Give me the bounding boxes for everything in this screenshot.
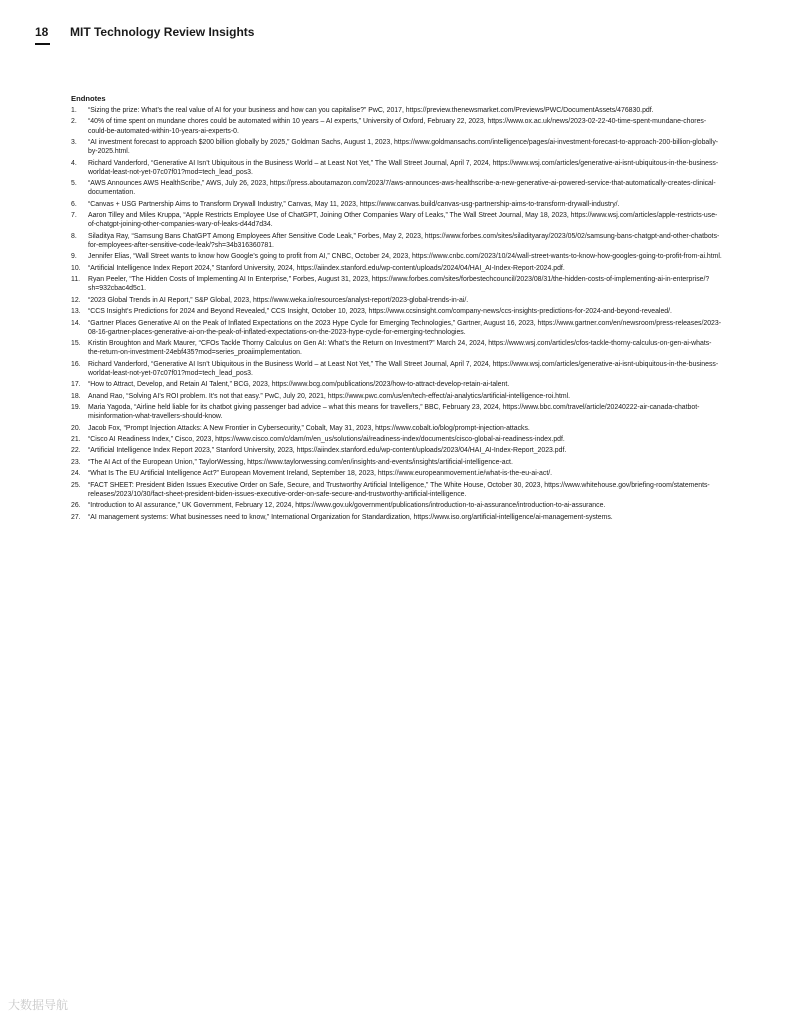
endnote-number: 19. <box>71 404 81 412</box>
endnote-item <box>71 469 723 478</box>
endnote-item <box>71 424 723 433</box>
endnote-number: 16. <box>71 360 81 368</box>
endnote-number: 22. <box>71 447 81 455</box>
endnote-item <box>71 264 723 273</box>
endnote-text: Maria Yagoda, “Airline held liable for its chatbot giving passenger bad advice – what this means for travellers,” BBC, February 23, 2024, https://www.bbc.com/travel/article/20240222-air-canada-chatbot-misinformation-what-travellers-should-know. <box>88 404 700 421</box>
endnote-text: Aaron Tilley and Miles Kruppa, “Apple Restricts Employee Use of ChatGPT, Joining Other Companies Wary of Leaks,” The Wall Street Journal, May 18, 2023, https://www.wsj.com/articles/apple-restricts-use-of-chatgpt-joining-other-companies-wary-of-leaks-d44d7d34. <box>88 212 718 229</box>
endnote-text: Siladitya Ray, “Samsung Bans ChatGPT Among Employees After Sensitive Code Leak,” Forbes, May 2, 2023, https://www.forbes.com/sites/siladityaray/2023/05/02/samsung-bans-chatgpt-and-other-chatbots-for-employees-after-sensitive-code-leak/?sh=34b316360781. <box>88 232 720 249</box>
endnote-item <box>71 159 723 177</box>
endnote-text: “Sizing the prize: What’s the real value of AI for your business and how can you capitalise?” PwC, 2017, https://preview.thenewsmarket.com/Previews/PWC/DocumentAssets/476830.pdf. <box>88 107 654 114</box>
endnotes-heading: Endnotes <box>71 94 106 103</box>
endnote-number: 5. <box>71 180 77 188</box>
endnote-item <box>71 106 723 115</box>
endnote-number: 11. <box>71 276 81 284</box>
endnote-text: “Gartner Places Generative AI on the Peak of Inflated Expectations on the 2023 Hype Cycle for Emerging Technologies,” Gartner, August 16, 2023, https://www.gartner.com/en/newsroom/press-releases/2023-08-16-gartner-places-generative-ai-on-the-peak-of-inflated-expectations-on-the-2023-hype-cycle-for-emerging-technologies. <box>88 319 722 336</box>
endnote-text: “Artificial Intelligence Index Report 2024,” Stanford University, 2024, https://aiindex.stanford.edu/wp-content/uploads/2024/04/HAI_AI-Index-Report-2024.pdf. <box>88 264 565 272</box>
endnote-number: 13. <box>71 308 81 316</box>
endnote-text: Richard Vanderford, “Generative AI Isn’t Ubiquitous in the Business World – at Least Not Yet,” The Wall Street Journal, April 7, 2024, https://www.wsj.com/articles/generative-ai-isnt-ubiquitous-in-the-business-worldat-least-not-yet-07c07f01?mod=tech_lead_pos3. <box>88 360 719 377</box>
endnote-item <box>71 275 723 293</box>
endnote-text: Richard Vanderford, “Generative AI Isn’t Ubiquitous in the Business World – at Least Not Yet,” The Wall Street Journal, April 7, 2024, https://www.wsj.com/articles/generative-ai-isnt-ubiquitous-in-the-business-worldat-least-not-yet-07c07f01?mod=tech_lead_pos3. <box>88 159 719 176</box>
endnote-text: “Artificial Intelligence Index Report 2023,” Stanford University, 2023, https://aiindex.stanford.edu/wp-content/uploads/2023/04/HAI_AI-Index-Report_2023.pdf. <box>88 447 567 455</box>
endnote-item <box>71 211 723 229</box>
endnote-number: 17. <box>71 381 81 389</box>
endnote-number: 14. <box>71 319 81 327</box>
endnote-number: 21. <box>71 436 81 444</box>
endnote-item <box>71 319 723 337</box>
endnote-text: Anand Rao, “Solving AI’s ROI problem. It’s not that easy.” PwC, July 20, 2021, https://www.pwc.com/us/en/tech-effect/ai-analytics/artificial-intelligence-roi.html. <box>88 392 571 400</box>
endnote-text: “40% of time spent on mundane chores could be automated within 10 years – AI experts,” University of Oxford, February 22, 2023, https://www.ox.ac.uk/news/2023-02-22-40-time-spent-mundane-chores-could-be-automated-within-10-years-ai-experts-0. <box>88 118 707 135</box>
endnote-text: “AI investment forecast to approach $200 billion globally by 2025,” Goldman Sachs, August 1, 2023, https://www.goldmansachs.com/intelligence/pages/ai-investment-forecast-to-approach-200-billion-globally-by-2025.html. <box>88 138 719 156</box>
endnote-item <box>71 296 723 305</box>
publication-title: MIT Technology Review Insights <box>70 25 255 39</box>
endnote-number: 27. <box>71 513 81 521</box>
endnote-text: “Cisco AI Readiness Index,” Cisco, 2023, https://www.cisco.com/c/dam/m/en_us/solutions/ai/readiness-index/documents/cisco-global-ai-readiness-index.pdf. <box>88 436 565 444</box>
endnote-item <box>71 435 723 444</box>
endnote-number: 25. <box>71 481 81 489</box>
endnote-item <box>71 138 723 156</box>
endnote-item <box>71 200 723 209</box>
endnote-item <box>71 232 723 250</box>
endnote-item <box>71 403 723 421</box>
endnote-item <box>71 339 723 357</box>
endnote-number: 23. <box>71 458 81 466</box>
endnote-text: Jennifer Elias, “Wall Street wants to know how Google’s going to profit from AI,” CNBC, October 24, 2023, https://www.cnbc.com/2023/10/24/wall-street-wants-to-know-how-googles-going-to-profit-from-ai.html. <box>88 253 722 261</box>
endnote-text: “AI management systems: What businesses need to know,” International Organization for Standardization, https://www.iso.org/artificial-intelligence/ai-management-systems. <box>88 513 613 521</box>
endnote-number: 26. <box>71 502 81 510</box>
endnote-text: Kristin Broughton and Mark Maurer, “CFOs Tackle Thorny Calculus on Gen AI: What’s the Return on Investment?” March 24, 2024, https://www.wsj.com/articles/cfos-tackle-thorny-calculus-on-gen-ai-whats-the-return-on-investment-24ebf435?mod=series_proaiimplementation. <box>88 340 712 357</box>
endnote-number: 4. <box>71 159 77 167</box>
endnote-item <box>71 513 723 522</box>
endnote-text: “Canvas + USG Partnership Aims to Transform Drywall Industry,” Canvas, May 11, 2023, https://www.canvas.build/canvas-usg-partnership-aims-to-transform-drywall-industry/. <box>88 200 620 208</box>
endnotes-section <box>71 94 723 524</box>
endnote-number: 12. <box>71 296 81 304</box>
endnote-number: 8. <box>71 232 77 240</box>
endnote-item <box>71 501 723 510</box>
endnote-text: Ryan Peeler, “The Hidden Costs of Implementing AI In Enterprise,” Forbes, August 31, 2023, https://www.forbes.com/sites/forbestechcouncil/2023/08/31/the-hidden-costs-of-implementing-ai-in-enterprise/?sh=932cbac4d5c1. <box>88 276 710 293</box>
endnote-number: 9. <box>71 253 77 261</box>
endnote-number: 6. <box>71 200 77 208</box>
endnote-item <box>71 179 723 197</box>
endnote-item <box>71 380 723 389</box>
endnote-number: 2. <box>71 118 77 126</box>
endnote-item <box>71 446 723 455</box>
endnote-item <box>71 117 723 135</box>
endnote-number: 1. <box>71 107 77 114</box>
endnote-number: 10. <box>71 264 81 272</box>
endnote-item <box>71 392 723 401</box>
page-number: 18 <box>35 25 49 39</box>
page-number-underline <box>35 43 50 45</box>
endnote-number: 24. <box>71 470 81 478</box>
endnote-text: “Introduction to AI assurance,” UK Government, February 12, 2024, https://www.gov.uk/government/publications/introduction-to-ai-assurance/introduction-to-ai-assurance. <box>88 502 606 510</box>
endnote-number: 3. <box>71 138 77 146</box>
endnote-number: 20. <box>71 424 81 432</box>
endnote-text: “2023 Global Trends in AI Report,” S&P Global, 2023, https://www.weka.io/resources/analyst-report/2023-global-trends-in-ai/. <box>88 296 469 304</box>
endnote-text: “The AI Act of the European Union,” TaylorWessing, https://www.taylorwessing.com/en/insights-and-events/insights/artificial-intelligence-act. <box>88 458 513 466</box>
endnote-number: 15. <box>71 340 81 348</box>
endnote-item <box>71 252 723 261</box>
endnote-text: “AWS Announces AWS HealthScribe,” AWS, July 26, 2023, https://press.aboutamazon.com/2023/7/aws-announces-aws-healthscribe-a-new-generative-ai-powered-service-that-automatically-creates-clinical-documentation. <box>88 180 716 197</box>
endnote-number: 18. <box>71 392 81 400</box>
endnotes-list <box>71 106 723 522</box>
endnote-item <box>71 481 723 499</box>
endnote-item <box>71 360 723 378</box>
endnote-item <box>71 307 723 316</box>
endnote-text: Jacob Fox, “Prompt Injection Attacks: A New Frontier in Cybersecurity,” Cobalt, May 31, 2023, https://www.cobalt.io/blog/prompt-injection-attacks. <box>88 424 530 432</box>
endnote-text: “How to Attract, Develop, and Retain AI Talent,” BCG, 2023, https://www.bcg.com/publications/2023/how-to-attract-develop-retain-ai-talent. <box>88 381 510 389</box>
endnote-text: “What Is The EU Artificial Intelligence Act?” European Movement Ireland, September 18, 2023, https://www.europeanmovement.ie/what-is-the-eu-ai-act/. <box>88 470 553 478</box>
endnote-text: “CCS Insight’s Predictions for 2024 and Beyond Revealed,” CCS Insight, October 10, 2023, https://www.ccsinsight.com/company-news/ccs-insights-predictions-for-2024-and-beyond-revealed/. <box>88 308 672 316</box>
endnote-text: “FACT SHEET: President Biden Issues Executive Order on Safe, Secure, and Trustworthy Artificial Intelligence,” The White House, October 30, 2023, https://www.whitehouse.gov/briefing-room/statements-releases/2023/10/30/fact-sheet-president-biden-issues-executive-order-on-safe-secure-and-trustworthy-artificial-intelligence. <box>88 481 710 498</box>
endnote-number: 7. <box>71 212 77 220</box>
watermark: 大数据导航 <box>8 998 69 1012</box>
endnote-item <box>71 458 723 467</box>
